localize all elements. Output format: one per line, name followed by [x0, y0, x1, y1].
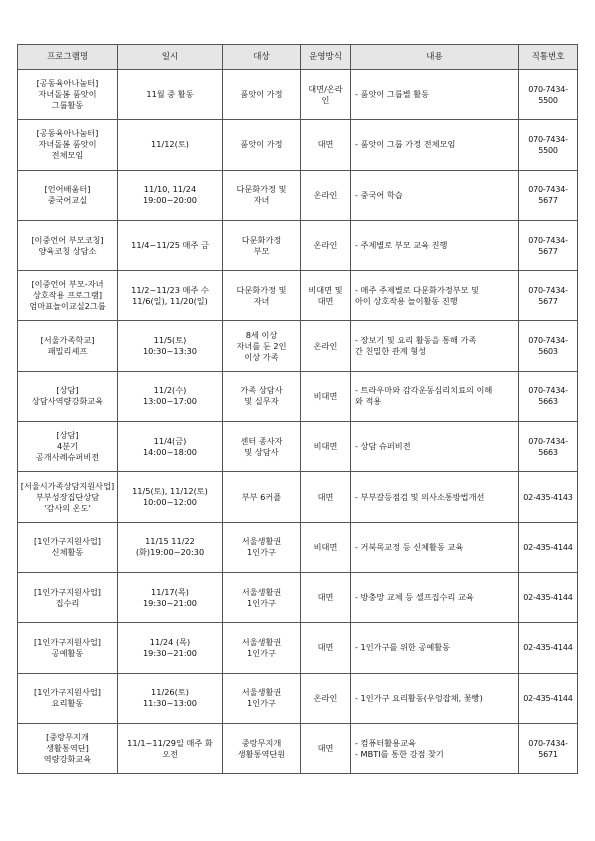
- cell-datetime-line: 11/2~11/23 매주 수: [131, 284, 209, 295]
- cell-content-line: - 중국어 학습: [355, 189, 403, 200]
- cell-method: [301, 321, 351, 371]
- cell-datetime-line: 19:30~21:00: [142, 597, 198, 608]
- cell-datetime-line: 11/12(토): [151, 139, 189, 150]
- cell-target-line: 및 상담사: [244, 446, 279, 457]
- cell-program-line: 집수리: [55, 597, 80, 608]
- cell-method: [301, 572, 351, 622]
- cell-method-line: 비대면: [313, 390, 338, 401]
- cell-method-line: 대면: [317, 642, 334, 653]
- cell-method-line: 대면: [317, 295, 334, 306]
- cell-target: [223, 170, 301, 220]
- cell-method-line: 대면: [317, 743, 334, 753]
- cell-method: [301, 723, 351, 773]
- cell-program: [18, 572, 118, 622]
- cell-content: [351, 623, 519, 673]
- cell-datetime-line: 11/10, 11/24: [143, 184, 197, 195]
- cell-target-line: 및 실무자: [244, 396, 279, 407]
- cell-datetime-line: 14:00~18:00: [142, 446, 198, 457]
- cell-target: [223, 321, 301, 371]
- cell-program-line: [1인가구지원사업]: [34, 636, 101, 647]
- cell-program-line: [상담]: [56, 430, 79, 441]
- cell-target: [223, 271, 301, 321]
- cell-program-line: 부부성장집단상담: [35, 491, 100, 502]
- cell-content-line: - 1인가구 요리활동(우엉잡채, 꽃빵): [355, 692, 483, 703]
- cell-phone: 070-7434-5677: [519, 170, 578, 220]
- cell-program-line: 생활통역단]: [46, 743, 89, 753]
- cell-phone: 02-435-4144: [519, 522, 578, 572]
- cell-content: [351, 472, 519, 522]
- header-program: 프로그램명: [18, 45, 118, 70]
- cell-program-line: '감사의 온도': [44, 502, 91, 513]
- cell-method-line: 비대면: [313, 541, 338, 552]
- cell-target-line: 가족 상담사: [240, 385, 283, 396]
- cell-content: [351, 371, 519, 421]
- cell-method-line: 인: [321, 94, 330, 105]
- cell-program-line: [언어배움터]: [44, 184, 91, 195]
- cell-target-line: 자녀: [253, 195, 270, 206]
- cell-datetime-line: (화)19:00~20:30: [135, 547, 205, 558]
- cell-datetime-line: 11/5(토), 11/12(토): [132, 486, 208, 497]
- cell-phone: 070-7434-5663: [519, 371, 578, 421]
- cell-program-line: 요리활동: [51, 698, 84, 709]
- cell-program-line: [1인가구지원사업]: [34, 687, 101, 698]
- program-schedule-table: [17, 44, 578, 774]
- cell-target-line: 다문화가정: [241, 234, 282, 245]
- cell-program-line: [1인가구지원사업]: [34, 586, 101, 597]
- table-row: [18, 623, 578, 673]
- cell-datetime: [118, 120, 223, 170]
- cell-datetime-line: 11/15 11/22: [145, 536, 195, 547]
- table-header-row: [18, 45, 578, 70]
- cell-program-line: 중국어교실: [47, 195, 88, 206]
- cell-content: [351, 572, 519, 622]
- cell-program-line: 엄마표놀이교실2그룹: [29, 301, 106, 312]
- cell-phone: 070-7434-5671: [519, 723, 578, 773]
- cell-method: [301, 371, 351, 421]
- cell-target-line: 1인가구: [247, 597, 276, 608]
- table-body: [18, 70, 578, 774]
- cell-target-line: 1인가구: [247, 547, 276, 558]
- cell-datetime-line: 11/4(금): [153, 435, 187, 446]
- cell-target-line: 센터 종사자: [240, 435, 283, 446]
- cell-phone: 070-7434-5500: [519, 70, 578, 120]
- cell-method-line: 비대면 및: [308, 284, 343, 295]
- table-row: [18, 70, 578, 120]
- cell-datetime-line: 11/4~11/25 매주 금: [131, 240, 209, 251]
- cell-content: [351, 723, 519, 773]
- cell-datetime: [118, 673, 223, 723]
- cell-datetime: [118, 422, 223, 472]
- cell-program-line: 신체활동: [51, 547, 84, 558]
- cell-datetime: [118, 572, 223, 622]
- cell-datetime: [118, 170, 223, 220]
- cell-datetime-line: 11월 중 활동: [146, 89, 194, 100]
- cell-target: [223, 120, 301, 170]
- cell-program-line: 역량강화교육: [43, 754, 92, 764]
- cell-program-line: 공예활동: [51, 647, 84, 658]
- cell-phone: 070-7434-5663: [519, 422, 578, 472]
- cell-content: [351, 170, 519, 220]
- cell-method-line: 비대면: [313, 441, 338, 452]
- cell-program: [18, 422, 118, 472]
- cell-method-line: 온라인: [313, 692, 338, 703]
- cell-program: [18, 723, 118, 773]
- cell-phone: 070-7434-5500: [519, 120, 578, 170]
- cell-method-line: 대면: [317, 592, 334, 603]
- cell-program-line: 4분기: [56, 441, 79, 452]
- cell-method: [301, 170, 351, 220]
- table-row: [18, 572, 578, 622]
- cell-datetime-line: 19:00~20:00: [142, 195, 198, 206]
- cell-program-line: [중랑무지개: [46, 732, 89, 742]
- cell-target: [223, 623, 301, 673]
- cell-content-line: - 부부갈등점검 및 의사소통방법개선: [355, 491, 485, 502]
- cell-phone: 070-7434-5603: [519, 321, 578, 371]
- cell-program: [18, 70, 118, 120]
- table-row: [18, 120, 578, 170]
- cell-target-line: 생활통역단원: [237, 748, 286, 759]
- cell-target-line: 서울생활권: [241, 536, 282, 547]
- cell-content-line: - 방충망 교체 등 셀프집수리 교육: [355, 592, 474, 603]
- cell-method: [301, 70, 351, 120]
- cell-phone: 02-435-4143: [519, 472, 578, 522]
- cell-datetime: [118, 321, 223, 371]
- cell-content: [351, 422, 519, 472]
- cell-content: [351, 673, 519, 723]
- cell-datetime: [118, 271, 223, 321]
- cell-method: [301, 522, 351, 572]
- cell-program-line: [공동육아나눔터]: [36, 78, 99, 89]
- cell-program: [18, 673, 118, 723]
- cell-phone: 02-435-4144: [519, 673, 578, 723]
- cell-content-line: 아이 상호작용 놀이활동 진행: [355, 295, 458, 306]
- cell-content-line: - 상담 슈퍼비전: [355, 441, 411, 452]
- cell-target: [223, 522, 301, 572]
- cell-content-line: - 품앗이 그룹 가정 전체모임: [355, 139, 456, 150]
- cell-target: [223, 422, 301, 472]
- table-row: [18, 522, 578, 572]
- cell-datetime-line: 10:00~12:00: [142, 497, 198, 508]
- cell-phone: 02-435-4144: [519, 623, 578, 673]
- cell-target-line: 1인가구: [247, 647, 276, 658]
- cell-program-line: 공개사례슈퍼비전: [35, 452, 100, 463]
- cell-program-line: 패밀리셰프: [47, 346, 88, 357]
- cell-program-line: [이중언어 부모-자녀: [31, 279, 104, 290]
- cell-program: [18, 522, 118, 572]
- table-row: [18, 220, 578, 270]
- cell-program: [18, 271, 118, 321]
- cell-phone: 02-435-4144: [519, 572, 578, 622]
- cell-content-line: 간 친밀한 관계 형성: [355, 346, 427, 357]
- cell-program: [18, 371, 118, 421]
- cell-target: [223, 220, 301, 270]
- header-method: 운영방식: [301, 45, 351, 70]
- cell-program: [18, 321, 118, 371]
- cell-content: [351, 522, 519, 572]
- cell-datetime-line: 오전: [162, 748, 178, 759]
- cell-program-line: [공동육아나눔터]: [36, 128, 99, 139]
- cell-method: [301, 271, 351, 321]
- cell-target-line: 서울생활권: [241, 586, 282, 597]
- cell-method-line: 온라인: [313, 189, 338, 200]
- cell-program-line: 상담사역량강화교육: [31, 396, 104, 407]
- cell-datetime-line: 11/6(일), 11/20(일): [132, 295, 208, 306]
- cell-target-line: 서울생활권: [241, 636, 282, 647]
- cell-program-line: 자녀돌봄 품앗이: [38, 139, 97, 150]
- header-content: 내용: [351, 45, 519, 70]
- cell-method-line: 대면: [317, 491, 334, 502]
- table-row: [18, 321, 578, 371]
- cell-target-line: 중랑무지개: [241, 737, 282, 748]
- cell-content: [351, 220, 519, 270]
- table-row: [18, 422, 578, 472]
- cell-datetime-line: 11/26(토): [151, 687, 189, 698]
- cell-content-line: - 주제별로 부모 교육 진행: [355, 240, 448, 251]
- cell-datetime: [118, 472, 223, 522]
- cell-target-line: 부모: [253, 245, 270, 256]
- cell-method: [301, 120, 351, 170]
- cell-target-line: 자녀: [253, 295, 270, 306]
- table-row: [18, 723, 578, 773]
- cell-datetime: [118, 723, 223, 773]
- cell-target-line: 서울생활권: [241, 687, 282, 698]
- cell-method: [301, 673, 351, 723]
- cell-method: [301, 220, 351, 270]
- cell-content-line: - 트라우마와 감각운동심리치료의 이해: [355, 385, 493, 396]
- cell-content-line: - MBTI를 통한 강점 찾기: [355, 748, 444, 759]
- cell-target: [223, 70, 301, 120]
- cell-target-line: 1인가구: [247, 698, 276, 709]
- cell-datetime-line: 11:30~13:00: [142, 698, 198, 709]
- cell-method-line: 대면/온라: [308, 83, 343, 94]
- cell-datetime: [118, 220, 223, 270]
- program-schedule-page: [17, 44, 577, 774]
- cell-content-line: 와 적용: [355, 396, 382, 407]
- cell-method: [301, 422, 351, 472]
- cell-program: [18, 220, 118, 270]
- cell-datetime: [118, 371, 223, 421]
- header-phone: 직통번호: [519, 45, 578, 70]
- cell-content-line: - 장보기 및 요리 활동을 통해 가족: [355, 335, 477, 346]
- cell-target-line: 품앗이 가정: [240, 89, 283, 100]
- cell-target: [223, 371, 301, 421]
- cell-content: [351, 120, 519, 170]
- cell-target-line: 8세 이상: [245, 329, 278, 340]
- cell-method-line: 온라인: [313, 240, 338, 251]
- cell-target-line: 품앗이 가정: [240, 139, 283, 150]
- cell-target: [223, 723, 301, 773]
- cell-datetime-line: 11/1~11/29일 매주 화: [127, 737, 213, 748]
- cell-target: [223, 673, 301, 723]
- cell-datetime-line: 11/2(수): [153, 385, 187, 396]
- cell-datetime-line: 10:30~13:30: [142, 346, 198, 357]
- cell-program: [18, 623, 118, 673]
- cell-target-line: 다문화가정 및: [236, 284, 287, 295]
- table-row: [18, 673, 578, 723]
- cell-content: [351, 321, 519, 371]
- cell-program-line: 자녀돌봄 품앗이: [38, 89, 97, 100]
- cell-phone: 070-7434-5677: [519, 220, 578, 270]
- cell-content-line: - 거북목교정 등 신체활동 교육: [355, 541, 464, 552]
- table-row: [18, 371, 578, 421]
- cell-datetime-line: 11/24 (목): [149, 636, 191, 647]
- cell-target-line: 다문화가정 및: [236, 184, 287, 195]
- cell-content-line: - 품앗이 그룹별 활동: [355, 89, 430, 100]
- cell-program-line: 그룹활동: [51, 100, 84, 111]
- header-target: 대상: [223, 45, 301, 70]
- cell-target-line: 자녀를 둔 2인: [236, 340, 287, 351]
- cell-method-line: 대면: [317, 139, 334, 150]
- cell-program-line: [이중언어 부모코칭]: [31, 234, 104, 245]
- cell-method: [301, 623, 351, 673]
- cell-program: [18, 472, 118, 522]
- cell-datetime-line: 11/5(토): [153, 335, 187, 346]
- cell-phone: 070-7434-5677: [519, 271, 578, 321]
- cell-content: [351, 70, 519, 120]
- cell-target-line: 부부 6커플: [241, 491, 282, 502]
- cell-program: [18, 120, 118, 170]
- table-row: [18, 472, 578, 522]
- cell-program-line: 양육코칭 상담소: [38, 245, 97, 256]
- table-row: [18, 271, 578, 321]
- cell-content-line: - 매주 주제별로 다문화가정부모 및: [355, 284, 480, 295]
- cell-datetime-line: 11/17(목): [151, 586, 189, 597]
- cell-datetime-line: 19:30~21:00: [142, 647, 198, 658]
- cell-program-line: [서울가족학교]: [40, 335, 95, 346]
- cell-program-line: [상담]: [56, 385, 79, 396]
- cell-program: [18, 170, 118, 220]
- cell-method: [301, 472, 351, 522]
- cell-program-line: [서울시가족상담지원사업]: [20, 480, 115, 491]
- cell-program-line: 전체모임: [51, 150, 84, 161]
- cell-content-line: - 컴퓨터활용교육: [355, 737, 416, 748]
- cell-method-line: 온라인: [313, 340, 338, 351]
- cell-target: [223, 472, 301, 522]
- cell-content: [351, 271, 519, 321]
- cell-target: [223, 572, 301, 622]
- cell-content-line: - 1인가구를 위한 공예활동: [355, 642, 451, 653]
- header-datetime: 일시: [118, 45, 223, 70]
- cell-datetime-line: 13:00~17:00: [142, 396, 198, 407]
- cell-datetime: [118, 70, 223, 120]
- cell-datetime: [118, 522, 223, 572]
- cell-program-line: [1인가구지원사업]: [34, 536, 101, 547]
- cell-datetime: [118, 623, 223, 673]
- table-row: [18, 170, 578, 220]
- cell-target-line: 이상 가족: [244, 351, 279, 362]
- cell-program-line: 상호작용 프로그램]: [32, 290, 103, 301]
